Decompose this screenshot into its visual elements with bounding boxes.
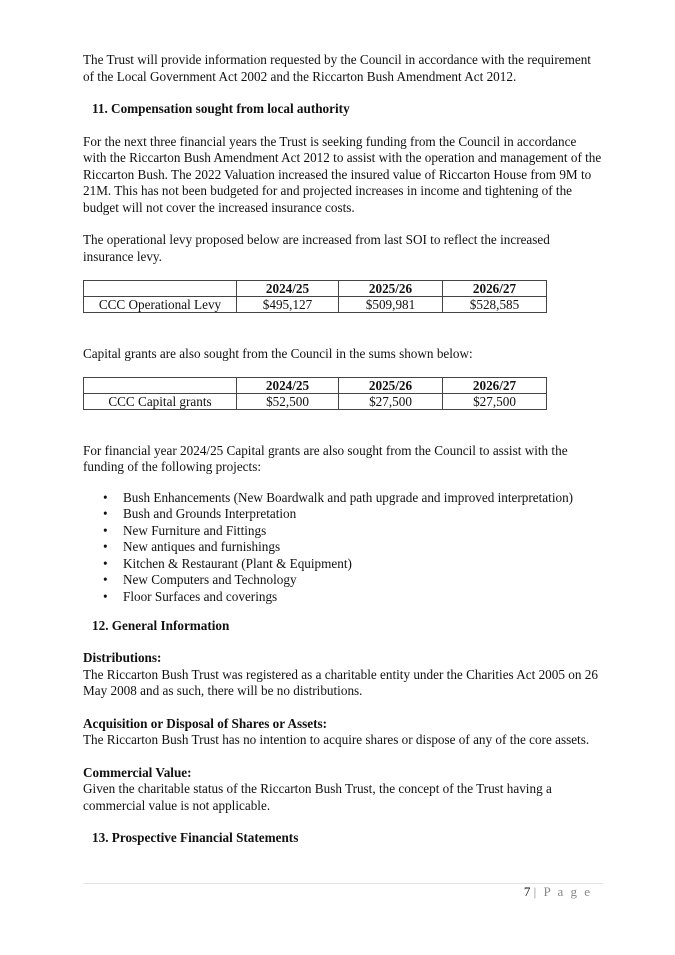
table-header-row: [84, 281, 547, 297]
table-cell: $495,127: [237, 297, 339, 313]
table-cell: $509,981: [339, 297, 443, 313]
section-11-heading: 11. Compensation sought from local authority: [92, 101, 350, 116]
table-row: [84, 393, 547, 409]
list-item: • Floor Surfaces and coverings: [123, 589, 603, 606]
table-cell: CCC Capital grants: [84, 393, 237, 409]
table-cell: $27,500: [339, 393, 443, 409]
page-number: 7: [523, 884, 531, 899]
acquisition-text: The Riccarton Bush Trust has no intention to acquire shares or dispose of any of the core assets.: [83, 732, 590, 748]
list-item: • Bush and Grounds Interpretation: [123, 506, 603, 523]
table-cell: CCC Operational Levy: [84, 297, 237, 313]
intro-paragraph: The Trust will provide information requested by the Council in accordance with the requirement of the Local Government Act 2002 and the Riccarton Bush Amendment Act 2012.: [83, 52, 591, 84]
page-footer: [524, 884, 592, 900]
table-header-cell: 2026/27: [443, 281, 547, 297]
distributions-title: Distributions:: [83, 650, 162, 666]
section-11-paragraph-2: The operational levy proposed below are increased from last SOI to reflect the increased insurance levy.: [83, 232, 550, 264]
list-item: • New antiques and furnishings: [123, 539, 603, 556]
commercial-value-title: Commercial Value:: [83, 764, 192, 780]
table-header-cell: 2025/26: [339, 377, 443, 393]
page-label: | P a g e: [533, 884, 592, 899]
table-header-cell: [84, 377, 237, 393]
table-header-cell: 2024/25: [237, 281, 339, 297]
table-header-cell: [84, 281, 237, 297]
table-cell: $27,500: [443, 393, 547, 409]
section-12-heading: 12. General Information: [92, 617, 230, 633]
capital-grants-table: [83, 377, 547, 410]
acquisition-title: Acquisition or Disposal of Shares or Assets:: [83, 715, 327, 731]
list-item: • Kitchen & Restaurant (Plant & Equipment): [123, 556, 603, 573]
section-13-heading: 13. Prospective Financial Statements: [92, 830, 299, 846]
section-11-paragraph-3: Capital grants are also sought from the Council in the sums shown below:: [83, 346, 473, 361]
table-header-cell: 2025/26: [339, 281, 443, 297]
table-cell: $52,500: [237, 393, 339, 409]
list-item: • New Furniture and Fittings: [123, 523, 603, 540]
document-page: [83, 52, 603, 863]
section-11-paragraph-4: For financial year 2024/25 Capital grants are also sought from the Council to assist with the funding of the following projects:: [83, 442, 568, 474]
table-header-row: [84, 377, 547, 393]
projects-list: [83, 490, 603, 606]
list-item: • New Computers and Technology: [123, 572, 603, 589]
section-11-paragraph-1: For the next three financial years the Trust is seeking funding from the Council in accordance with the Riccarton Bush Amendment Act 2012 to assist with the operation and management of the Riccarton Bush. The 2022 Valuation increased the insured value of Riccarton House from 9M to 21M. This has not been budgeted for and projected increases in income and tightening of the budget will not cover the increased insurance costs.: [83, 133, 602, 215]
table-cell: $528,585: [443, 297, 547, 313]
distributions-text: The Riccarton Bush Trust was registered as a charitable entity under the Charities Act 2005 on 26 May 2008 and as such, there will be no distributions.: [83, 666, 598, 699]
table-header-cell: 2026/27: [443, 377, 547, 393]
operational-levy-table: [83, 280, 547, 313]
table-header-cell: 2024/25: [237, 377, 339, 393]
list-item: • Bush Enhancements (New Boardwalk and path upgrade and improved interpretation): [123, 490, 603, 507]
table-row: [84, 297, 547, 313]
commercial-value-text: Given the charitable status of the Riccarton Bush Trust, the concept of the Trust having a commercial value is not applicable.: [83, 781, 552, 813]
